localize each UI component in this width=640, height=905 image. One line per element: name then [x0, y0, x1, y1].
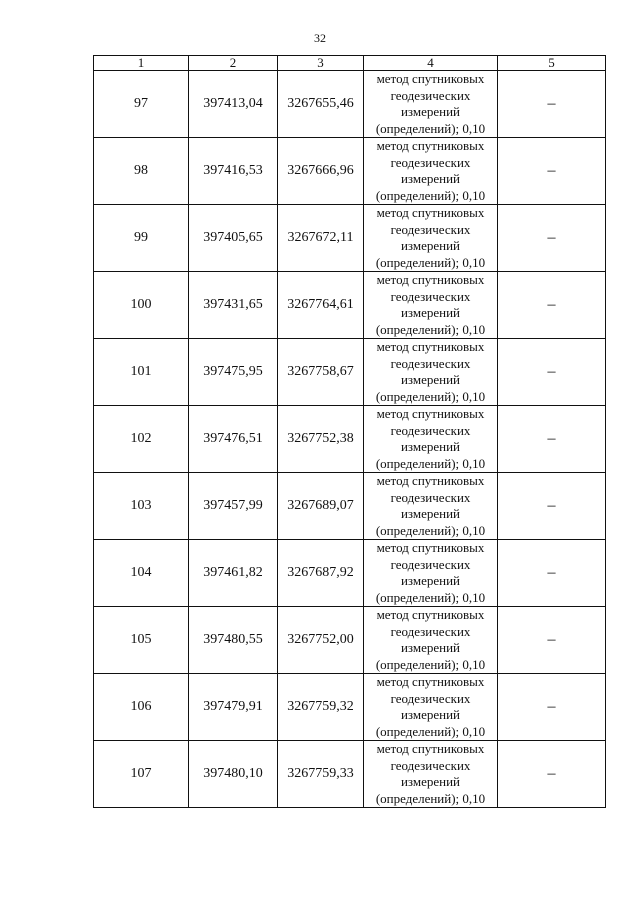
point-number-cell: 99	[94, 205, 189, 272]
method-cell	[364, 272, 498, 339]
method-cell	[364, 406, 498, 473]
y-coordinate-cell: 3267759,32	[278, 674, 364, 741]
method-line: измерений	[400, 171, 461, 186]
method-line: измерений	[400, 640, 461, 655]
table-row	[94, 71, 606, 138]
method-line: измерений	[400, 707, 461, 722]
method-line: (определений); 0,10	[375, 321, 486, 337]
note-cell: –	[498, 71, 606, 138]
y-coordinate-cell: 3267672,11	[278, 205, 364, 272]
header-row	[94, 56, 606, 71]
method-line: (определений); 0,10	[375, 790, 486, 806]
method-line: метод спутниковых	[376, 540, 485, 555]
table-row	[94, 674, 606, 741]
method-cell	[364, 473, 498, 540]
x-coordinate-cell: 397476,51	[189, 406, 278, 473]
y-coordinate-cell: 3267758,67	[278, 339, 364, 406]
method-line: (определений); 0,10	[375, 723, 486, 739]
method-line: геодезических	[390, 556, 471, 572]
method-line: (определений); 0,10	[375, 522, 486, 538]
method-line: геодезических	[390, 288, 471, 304]
column-header: 3	[278, 56, 364, 71]
note-cell: –	[498, 540, 606, 607]
table-row	[94, 540, 606, 607]
point-number-cell: 106	[94, 674, 189, 741]
y-coordinate-cell: 3267666,96	[278, 138, 364, 205]
y-coordinate-cell: 3267689,07	[278, 473, 364, 540]
table-row	[94, 473, 606, 540]
table-row	[94, 406, 606, 473]
method-line: метод спутниковых	[376, 272, 485, 287]
column-header: 1	[94, 56, 189, 71]
coordinates-table	[93, 55, 606, 808]
y-coordinate-cell: 3267759,33	[278, 741, 364, 808]
method-line: метод спутниковых	[376, 339, 485, 354]
x-coordinate-cell: 397461,82	[189, 540, 278, 607]
x-coordinate-cell: 397480,55	[189, 607, 278, 674]
note-cell: –	[498, 205, 606, 272]
method-line: (определений); 0,10	[375, 388, 486, 404]
point-number-cell: 105	[94, 607, 189, 674]
method-line: метод спутниковых	[376, 473, 485, 488]
x-coordinate-cell: 397479,91	[189, 674, 278, 741]
note-cell: –	[498, 674, 606, 741]
method-line: измерений	[400, 439, 461, 454]
table-row	[94, 138, 606, 205]
method-line: геодезических	[390, 489, 471, 505]
table-row	[94, 607, 606, 674]
note-cell: –	[498, 741, 606, 808]
method-line: (определений); 0,10	[375, 589, 486, 605]
method-line: измерений	[400, 774, 461, 789]
y-coordinate-cell: 3267687,92	[278, 540, 364, 607]
method-line: (определений); 0,10	[375, 254, 486, 270]
method-cell	[364, 607, 498, 674]
method-line: измерений	[400, 573, 461, 588]
method-line: метод спутниковых	[376, 406, 485, 421]
method-cell	[364, 741, 498, 808]
method-line: геодезических	[390, 221, 471, 237]
method-line: метод спутниковых	[376, 741, 485, 756]
column-header: 2	[189, 56, 278, 71]
point-number-cell: 101	[94, 339, 189, 406]
x-coordinate-cell: 397405,65	[189, 205, 278, 272]
note-cell: –	[498, 138, 606, 205]
method-cell	[364, 540, 498, 607]
x-coordinate-cell: 397457,99	[189, 473, 278, 540]
method-line: (определений); 0,10	[375, 187, 486, 203]
y-coordinate-cell: 3267764,61	[278, 272, 364, 339]
method-cell	[364, 71, 498, 138]
y-coordinate-cell: 3267655,46	[278, 71, 364, 138]
method-line: геодезических	[390, 154, 471, 170]
table-row	[94, 741, 606, 808]
method-line: геодезических	[390, 355, 471, 371]
point-number-cell: 98	[94, 138, 189, 205]
method-line: измерений	[400, 104, 461, 119]
method-line: метод спутниковых	[376, 205, 485, 220]
point-number-cell: 107	[94, 741, 189, 808]
method-line: (определений); 0,10	[375, 455, 486, 471]
method-line: метод спутниковых	[376, 607, 485, 622]
method-line: геодезических	[390, 690, 471, 706]
note-cell: –	[498, 272, 606, 339]
x-coordinate-cell: 397413,04	[189, 71, 278, 138]
method-cell	[364, 339, 498, 406]
column-header: 4	[364, 56, 498, 71]
point-number-cell: 102	[94, 406, 189, 473]
x-coordinate-cell: 397416,53	[189, 138, 278, 205]
point-number-cell: 103	[94, 473, 189, 540]
method-cell	[364, 674, 498, 741]
table-row	[94, 272, 606, 339]
point-number-cell: 97	[94, 71, 189, 138]
method-line: (определений); 0,10	[375, 120, 486, 136]
method-line: геодезических	[390, 87, 471, 103]
method-cell	[364, 138, 498, 205]
note-cell: –	[498, 473, 606, 540]
point-number-cell: 100	[94, 272, 189, 339]
note-cell: –	[498, 607, 606, 674]
page-number: 32	[314, 31, 326, 45]
method-line: геодезических	[390, 623, 471, 639]
method-line: геодезических	[390, 422, 471, 438]
x-coordinate-cell: 397475,95	[189, 339, 278, 406]
method-line: геодезических	[390, 757, 471, 773]
point-number-cell: 104	[94, 540, 189, 607]
method-line: метод спутниковых	[376, 138, 485, 153]
method-line: измерений	[400, 238, 461, 253]
method-line: (определений); 0,10	[375, 656, 486, 672]
x-coordinate-cell: 397431,65	[189, 272, 278, 339]
method-line: метод спутниковых	[376, 71, 485, 86]
table-row	[94, 339, 606, 406]
table-row	[94, 205, 606, 272]
method-cell	[364, 205, 498, 272]
x-coordinate-cell: 397480,10	[189, 741, 278, 808]
method-line: измерений	[400, 372, 461, 387]
note-cell: –	[498, 406, 606, 473]
method-line: метод спутниковых	[376, 674, 485, 689]
note-cell: –	[498, 339, 606, 406]
column-header: 5	[498, 56, 606, 71]
method-line: измерений	[400, 506, 461, 521]
y-coordinate-cell: 3267752,38	[278, 406, 364, 473]
method-line: измерений	[400, 305, 461, 320]
y-coordinate-cell: 3267752,00	[278, 607, 364, 674]
